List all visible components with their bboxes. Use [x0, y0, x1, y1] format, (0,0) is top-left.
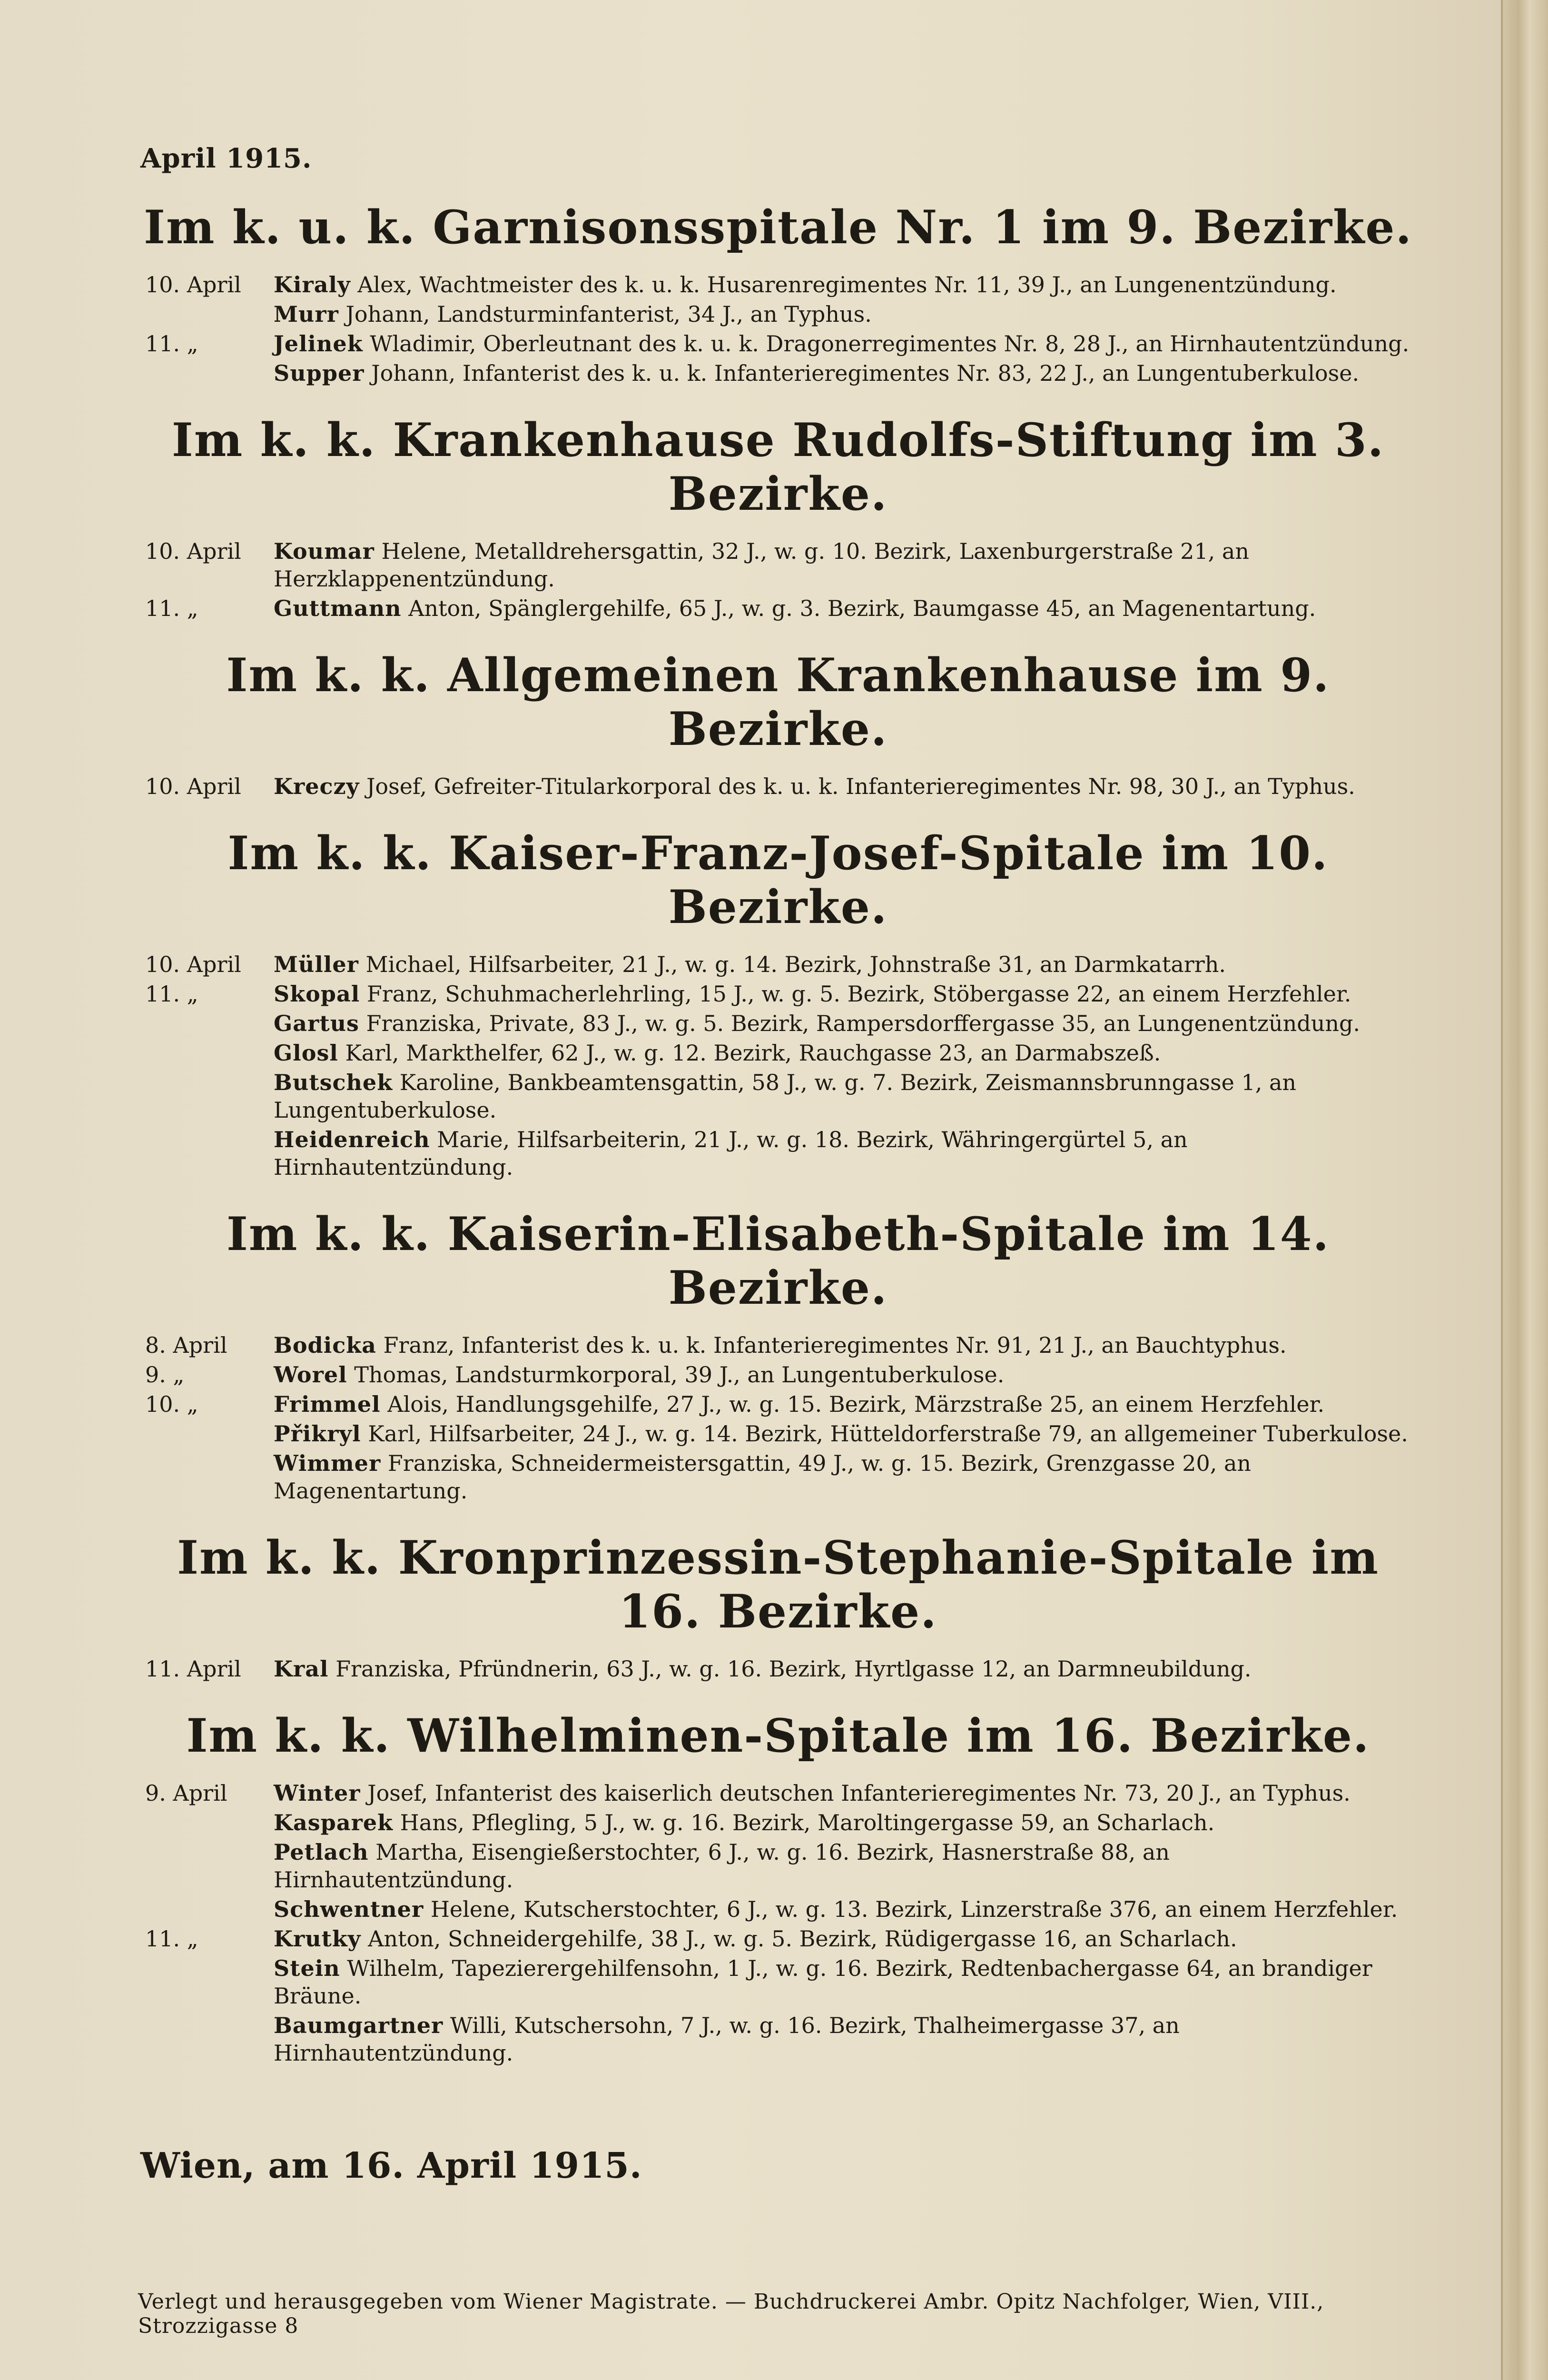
hospital-section	[140, 648, 1416, 800]
entry-surname: Krutky	[274, 1926, 361, 1952]
hospital-section	[140, 200, 1416, 387]
entry-date	[140, 1954, 274, 2010]
entry-body	[274, 1390, 1416, 1418]
entry-surname: Bodicka	[274, 1332, 376, 1358]
entry-date: 9. April	[145, 1780, 227, 1806]
entry-details: Marie, Hilfsarbeiterin, 21 J., w. g. 18. Bezirk, Währingergürtel 5, an Hirnhautentzündung.	[274, 1127, 1188, 1180]
entry-date: 10. „	[145, 1391, 198, 1417]
death-entry	[140, 1779, 1416, 1807]
adjacent-page-edge	[1501, 0, 1548, 2380]
entry-details: Alex, Wachtmeister des k. u. k. Husarenregimentes Nr. 11, 39 J., an Lungenentzündung.	[357, 272, 1337, 298]
entry-surname: Wimmer	[274, 1450, 381, 1476]
running-head: April 1915.	[140, 143, 312, 174]
death-entry	[140, 1361, 1416, 1388]
death-entry	[140, 1449, 1416, 1505]
entry-details: Franz, Infanterist des k. u. k. Infanterieregimentes Nr. 91, 21 J., an Bauchtyphus.	[383, 1332, 1287, 1358]
entry-body	[274, 1895, 1416, 1923]
entry-details: Franziska, Private, 83 J., w. g. 5. Bezirk, Rampersdorffergasse 35, an Lungenentzündung.	[366, 1011, 1361, 1036]
document-body	[140, 143, 1416, 2186]
section-heading: Im k. k. Kronprinzessin-Stephanie-Spitale im 16. Bezirke.	[177, 1531, 1379, 1638]
death-entry	[140, 537, 1416, 593]
closing-line: Wien, am 16. April 1915.	[140, 2145, 642, 2186]
entry-body	[274, 951, 1416, 978]
entry-body	[274, 1331, 1416, 1359]
death-entry	[140, 271, 1416, 298]
section-heading: Im k. u. k. Garnisonsspitale Nr. 1 im 9. Bezirke.	[144, 200, 1412, 254]
entry-body	[274, 330, 1416, 357]
death-entry	[140, 951, 1416, 978]
death-entry	[140, 1925, 1416, 1953]
entry-surname: Přikryl	[274, 1421, 361, 1447]
entry-surname: Worel	[274, 1362, 347, 1388]
entry-body	[274, 1655, 1416, 1683]
death-entry	[140, 300, 1416, 328]
death-entry	[140, 1655, 1416, 1683]
entry-date: 10. April	[145, 272, 241, 298]
entry-date: 11. „	[145, 981, 198, 1007]
entry-date	[140, 1838, 274, 1894]
entry-surname: Koumar	[274, 538, 375, 564]
hospital-section	[140, 1531, 1416, 1683]
entry-details: Karl, Hilfsarbeiter, 24 J., w. g. 14. Bezirk, Hütteldorferstraße 79, an allgemeiner Tuberkulose.	[368, 1421, 1408, 1447]
entry-details: Wladimir, Oberleutnant des k. u. k. Dragonerregimentes Nr. 8, 28 J., an Hirnhautentzündung.	[370, 331, 1410, 357]
hospital-section	[140, 413, 1416, 622]
entry-surname: Petlach	[274, 1839, 369, 1865]
entry-details: Helene, Kutscherstochter, 6 J., w. g. 13. Bezirk, Linzerstraße 376, an einem Herzfehler.	[430, 1896, 1398, 1922]
entry-details: Karoline, Bankbeamtensgattin, 58 J., w. g. 7. Bezirk, Zeismannsbrunngasse 1, an Lungentuberkulose.	[274, 1070, 1297, 1123]
entry-details: Josef, Gefreiter-Titularkorporal des k. u. k. Infanterieregimentes Nr. 98, 30 J., an Typhus.	[366, 774, 1355, 799]
entry-details: Michael, Hilfsarbeiter, 21 J., w. g. 14. Bezirk, Johnstraße 31, an Darmkatarrh.	[365, 952, 1226, 977]
entry-date	[140, 1126, 274, 1181]
entry-date	[140, 1010, 274, 1037]
entry-surname: Murr	[274, 301, 339, 327]
entry-details: Anton, Schneidergehilfe, 38 J., w. g. 5. Bezirk, Rüdigergasse 16, an Scharlach.	[368, 1926, 1237, 1952]
entry-date: 10. April	[145, 538, 241, 564]
entry-date: 8. April	[145, 1332, 227, 1358]
entry-surname: Stein	[274, 1955, 340, 1981]
hospital-section	[140, 1709, 1416, 2067]
section-heading: Im k. k. Kaiserin-Elisabeth-Spitale im 14. Bezirke.	[226, 1207, 1330, 1315]
entry-surname: Baumgartner	[274, 2013, 444, 2038]
entry-surname: Jelinek	[274, 331, 363, 357]
entry-date: 11. „	[145, 1926, 198, 1952]
hospital-section	[140, 826, 1416, 1181]
entry-details: Wilhelm, Tapezierergehilfensohn, 1 J., w. g. 16. Bezirk, Redtenbachergasse 64, an brandiger Bräune.	[274, 1955, 1372, 2009]
entry-body	[274, 271, 1416, 298]
death-entry	[140, 773, 1416, 800]
entry-details: Franz, Schuhmacherlehrling, 15 J., w. g. 5. Bezirk, Stöbergasse 22, an einem Herzfehler.	[366, 981, 1351, 1007]
entry-body	[274, 1449, 1416, 1505]
entry-details: Helene, Metalldrehersgattin, 32 J., w. g. 10. Bezirk, Laxenburgerstraße 21, an Herzklappenentzündung.	[274, 538, 1249, 592]
death-entry	[140, 1069, 1416, 1124]
entry-surname: Winter	[274, 1780, 361, 1806]
entry-surname: Schwentner	[274, 1896, 424, 1922]
death-entry	[140, 1420, 1416, 1448]
entry-body	[274, 595, 1416, 622]
entry-surname: Glosl	[274, 1040, 338, 1066]
entry-date: 10. April	[145, 952, 241, 977]
entry-details: Johann, Infanterist des k. u. k. Infanterieregimentes Nr. 83, 22 J., an Lungentuberkulose.	[371, 360, 1360, 386]
entry-surname: Frimmel	[274, 1391, 381, 1417]
death-entry	[140, 1126, 1416, 1181]
entry-date: 11. „	[145, 331, 198, 357]
section-heading: Im k. k. Allgemeinen Krankenhause im 9. Bezirke.	[226, 648, 1330, 756]
entry-details: Anton, Spänglergehilfe, 65 J., w. g. 3. Bezirk, Baumgasse 45, an Magenentartung.	[408, 595, 1316, 621]
entry-surname: Kasparek	[274, 1810, 394, 1835]
entry-surname: Kiraly	[274, 272, 351, 298]
entry-details: Johann, Landsturminfanterist, 34 J., an Typhus.	[345, 301, 872, 327]
death-entry	[140, 1039, 1416, 1067]
death-entry	[140, 1331, 1416, 1359]
entry-body	[274, 300, 1416, 328]
entry-date	[140, 359, 274, 387]
death-entry	[140, 330, 1416, 357]
imprint-footer: Verlegt und herausgegeben vom Wiener Magistrate. — Buchdruckerei Ambr. Opitz Nachfolger, Wien, VIII., Strozzigasse 8	[138, 2290, 1324, 2338]
entry-body	[274, 980, 1416, 1008]
entry-body	[274, 773, 1416, 800]
entry-body	[274, 1039, 1416, 1067]
section-heading: Im k. k. Krankenhause Rudolfs-Stiftung im 3. Bezirke.	[171, 413, 1385, 521]
entry-surname: Butschek	[274, 1070, 393, 1095]
entry-date	[140, 2012, 274, 2067]
entry-body	[274, 2012, 1416, 2067]
death-entry	[140, 1838, 1416, 1894]
entry-date: 9. „	[145, 1362, 185, 1388]
entry-body	[274, 1779, 1416, 1807]
death-entry	[140, 980, 1416, 1008]
sections-container	[140, 200, 1416, 2067]
entry-date: 11. April	[145, 1656, 241, 1682]
entry-surname: Kreczy	[274, 774, 360, 799]
entry-body	[274, 1809, 1416, 1836]
entry-date	[140, 1449, 274, 1505]
death-entry	[140, 1809, 1416, 1836]
entry-body	[274, 1361, 1416, 1388]
death-entry	[140, 1010, 1416, 1037]
entry-surname: Heidenreich	[274, 1127, 430, 1152]
entry-date	[140, 1420, 274, 1448]
section-heading: Im k. k. Wilhelminen-Spitale im 16. Bezirke.	[186, 1709, 1370, 1763]
entry-date	[140, 1039, 274, 1067]
entry-surname: Supper	[274, 360, 365, 386]
entry-details: Thomas, Landsturmkorporal, 39 J., an Lungentuberkulose.	[354, 1362, 1005, 1388]
death-entry	[140, 2012, 1416, 2067]
death-entry	[140, 359, 1416, 387]
section-heading: Im k. k. Kaiser-Franz-Josef-Spitale im 10. Bezirke.	[227, 826, 1329, 934]
entry-surname: Gartus	[274, 1011, 359, 1036]
entry-details: Alois, Handlungsgehilfe, 27 J., w. g. 15. Bezirk, Märzstraße 25, an einem Herzfehler.	[387, 1391, 1325, 1417]
death-entry	[140, 1895, 1416, 1923]
entry-date: 11. „	[145, 595, 198, 621]
entry-details: Karl, Markthelfer, 62 J., w. g. 12. Bezirk, Rauchgasse 23, an Darmabszeß.	[345, 1040, 1161, 1066]
entry-surname: Kral	[274, 1656, 329, 1682]
entry-body	[274, 537, 1416, 593]
entry-body	[274, 359, 1416, 387]
entry-body	[274, 1954, 1416, 2010]
entry-date	[140, 300, 274, 328]
death-entry	[140, 595, 1416, 622]
entry-details: Hans, Pflegling, 5 J., w. g. 16. Bezirk, Maroltingergasse 59, an Scharlach.	[400, 1810, 1215, 1835]
entry-details: Willi, Kutschersohn, 7 J., w. g. 16. Bezirk, Thalheimergasse 37, an Hirnhautentzündung.	[274, 2013, 1180, 2066]
entry-date	[140, 1069, 274, 1124]
entry-details: Martha, Eisengießerstochter, 6 J., w. g. 16. Bezirk, Hasnerstraße 88, an Hirnhautentzündung.	[274, 1839, 1170, 1893]
entry-date: 10. April	[145, 774, 241, 799]
entry-surname: Guttmann	[274, 595, 402, 621]
entry-body	[274, 1010, 1416, 1037]
entry-date	[140, 1809, 274, 1836]
entry-body	[274, 1925, 1416, 1953]
entry-body	[274, 1069, 1416, 1124]
entry-body	[274, 1126, 1416, 1181]
entry-details: Franziska, Pfründnerin, 63 J., w. g. 16. Bezirk, Hyrtlgasse 12, an Darmneubildung.	[335, 1656, 1252, 1682]
hospital-section	[140, 1207, 1416, 1505]
death-entry	[140, 1390, 1416, 1418]
entry-body	[274, 1838, 1416, 1894]
entry-body	[274, 1420, 1416, 1448]
death-entry	[140, 1954, 1416, 2010]
entry-surname: Skopal	[274, 981, 360, 1007]
entry-surname: Müller	[274, 952, 359, 977]
entry-details: Josef, Infanterist des kaiserlich deutschen Infanterieregimentes Nr. 73, 20 J., an Typhus.	[367, 1780, 1351, 1806]
entry-date	[140, 1895, 274, 1923]
entry-details: Franziska, Schneidermeistersgattin, 49 J., w. g. 15. Bezirk, Grenzgasse 20, an Magenentartung.	[274, 1450, 1252, 1504]
